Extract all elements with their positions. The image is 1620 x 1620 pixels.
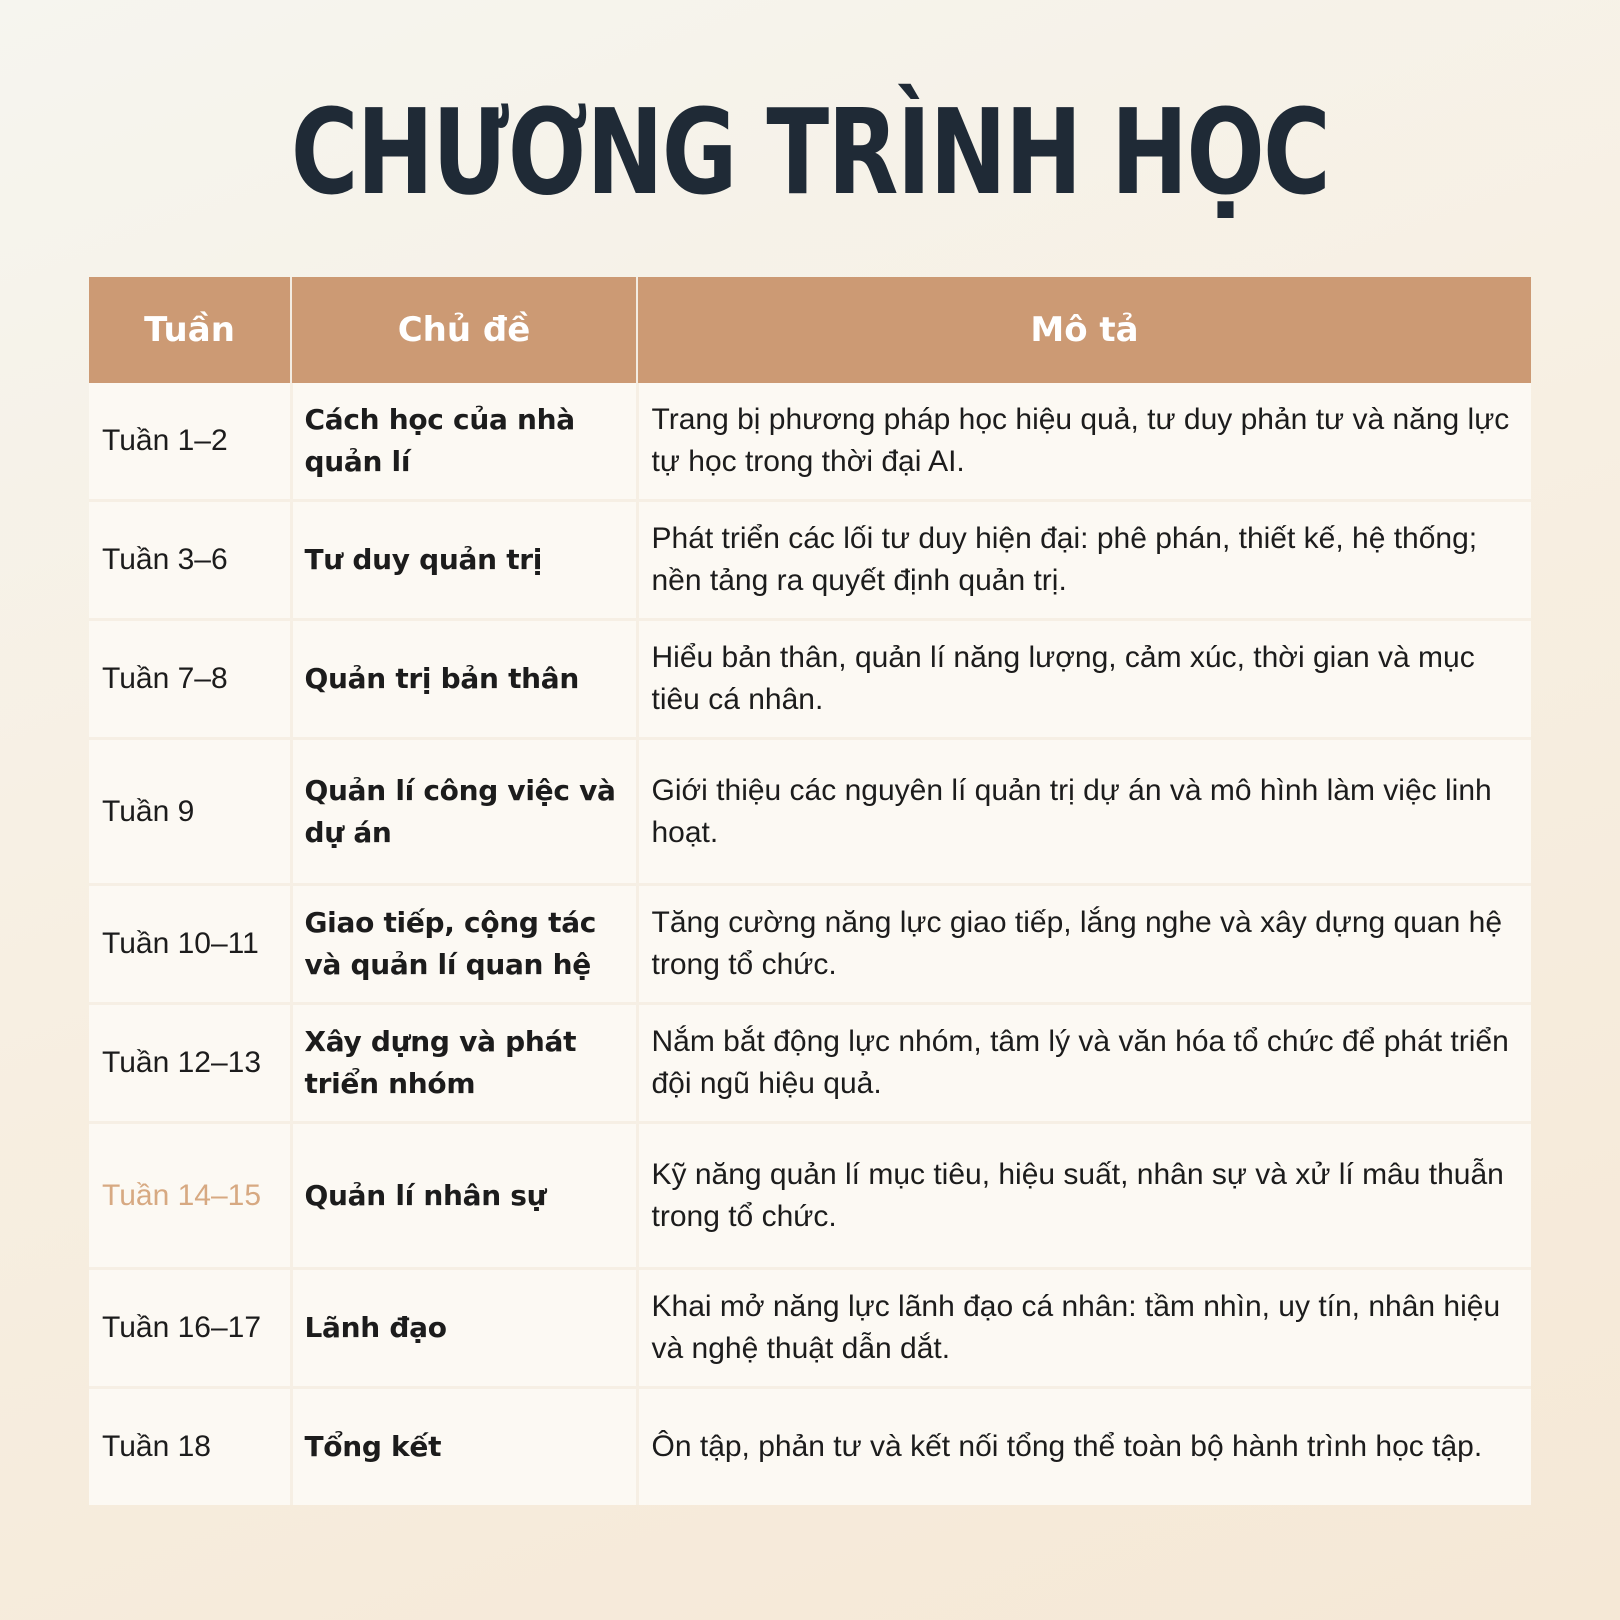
table-row <box>89 1269 1531 1388</box>
week-cell-highlighted: Tuần 14–15 <box>89 1123 291 1269</box>
description-cell: Nắm bắt động lực nhóm, tâm lý và văn hóa tổ chức để phát triển đội ngũ hiệu quả. <box>637 1004 1531 1123</box>
description-cell: Hiểu bản thân, quản lí năng lượng, cảm xúc, thời gian và mục tiêu cá nhân. <box>637 620 1531 739</box>
week-cell: Tuần 12–13 <box>89 1004 291 1123</box>
topic-cell: Giao tiếp, cộng tác và quản lí quan hệ <box>291 885 637 1004</box>
table-header <box>89 277 1531 383</box>
table-row <box>89 885 1531 1004</box>
week-cell: Tuần 18 <box>89 1388 291 1506</box>
description-cell: Giới thiệu các nguyên lí quản trị dự án và mô hình làm việc linh hoạt. <box>637 739 1531 885</box>
table-row <box>89 1388 1531 1506</box>
table-row <box>89 739 1531 885</box>
table-body <box>89 383 1531 1505</box>
week-cell: Tuần 3–6 <box>89 501 291 620</box>
week-cell: Tuần 7–8 <box>89 620 291 739</box>
header-row <box>89 277 1531 383</box>
topic-cell: Lãnh đạo <box>291 1269 637 1388</box>
topic-cell: Tổng kết <box>291 1388 637 1506</box>
week-cell: Tuần 16–17 <box>89 1269 291 1388</box>
description-cell: Khai mở năng lực lãnh đạo cá nhân: tầm nhìn, uy tín, nhân hiệu và nghệ thuật dẫn dắt. <box>637 1269 1531 1388</box>
description-cell: Tăng cường năng lực giao tiếp, lắng nghe và xây dựng quan hệ trong tổ chức. <box>637 885 1531 1004</box>
column-header-description: Mô tả <box>637 277 1531 383</box>
week-cell: Tuần 10–11 <box>89 885 291 1004</box>
week-cell: Tuần 1–2 <box>89 383 291 501</box>
table-row <box>89 1004 1531 1123</box>
table-row <box>89 383 1531 501</box>
topic-cell: Quản lí công việc và dự án <box>291 739 637 885</box>
table-row <box>89 1123 1531 1269</box>
topic-cell: Xây dựng và phát triển nhóm <box>291 1004 637 1123</box>
topic-cell: Quản lí nhân sự <box>291 1123 637 1269</box>
week-cell: Tuần 9 <box>89 739 291 885</box>
curriculum-table <box>89 277 1531 1505</box>
description-cell: Phát triển các lối tư duy hiện đại: phê phán, thiết kế, hệ thống; nền tảng ra quyết định quản trị. <box>637 501 1531 620</box>
description-cell: Ôn tập, phản tư và kết nối tổng thể toàn bộ hành trình học tập. <box>637 1388 1531 1506</box>
page-title: CHƯƠNG TRÌNH HỌC <box>290 83 1330 221</box>
topic-cell: Quản trị bản thân <box>291 620 637 739</box>
column-header-week: Tuần <box>89 277 291 383</box>
description-cell: Trang bị phương pháp học hiệu quả, tư duy phản tư và năng lực tự học trong thời đại AI. <box>637 383 1531 501</box>
topic-cell: Tư duy quản trị <box>291 501 637 620</box>
table-row <box>89 501 1531 620</box>
topic-cell: Cách học của nhà quản lí <box>291 383 637 501</box>
column-header-topic: Chủ đề <box>291 277 637 383</box>
table-row <box>89 620 1531 739</box>
description-cell: Kỹ năng quản lí mục tiêu, hiệu suất, nhân sự và xử lí mâu thuẫn trong tổ chức. <box>637 1123 1531 1269</box>
